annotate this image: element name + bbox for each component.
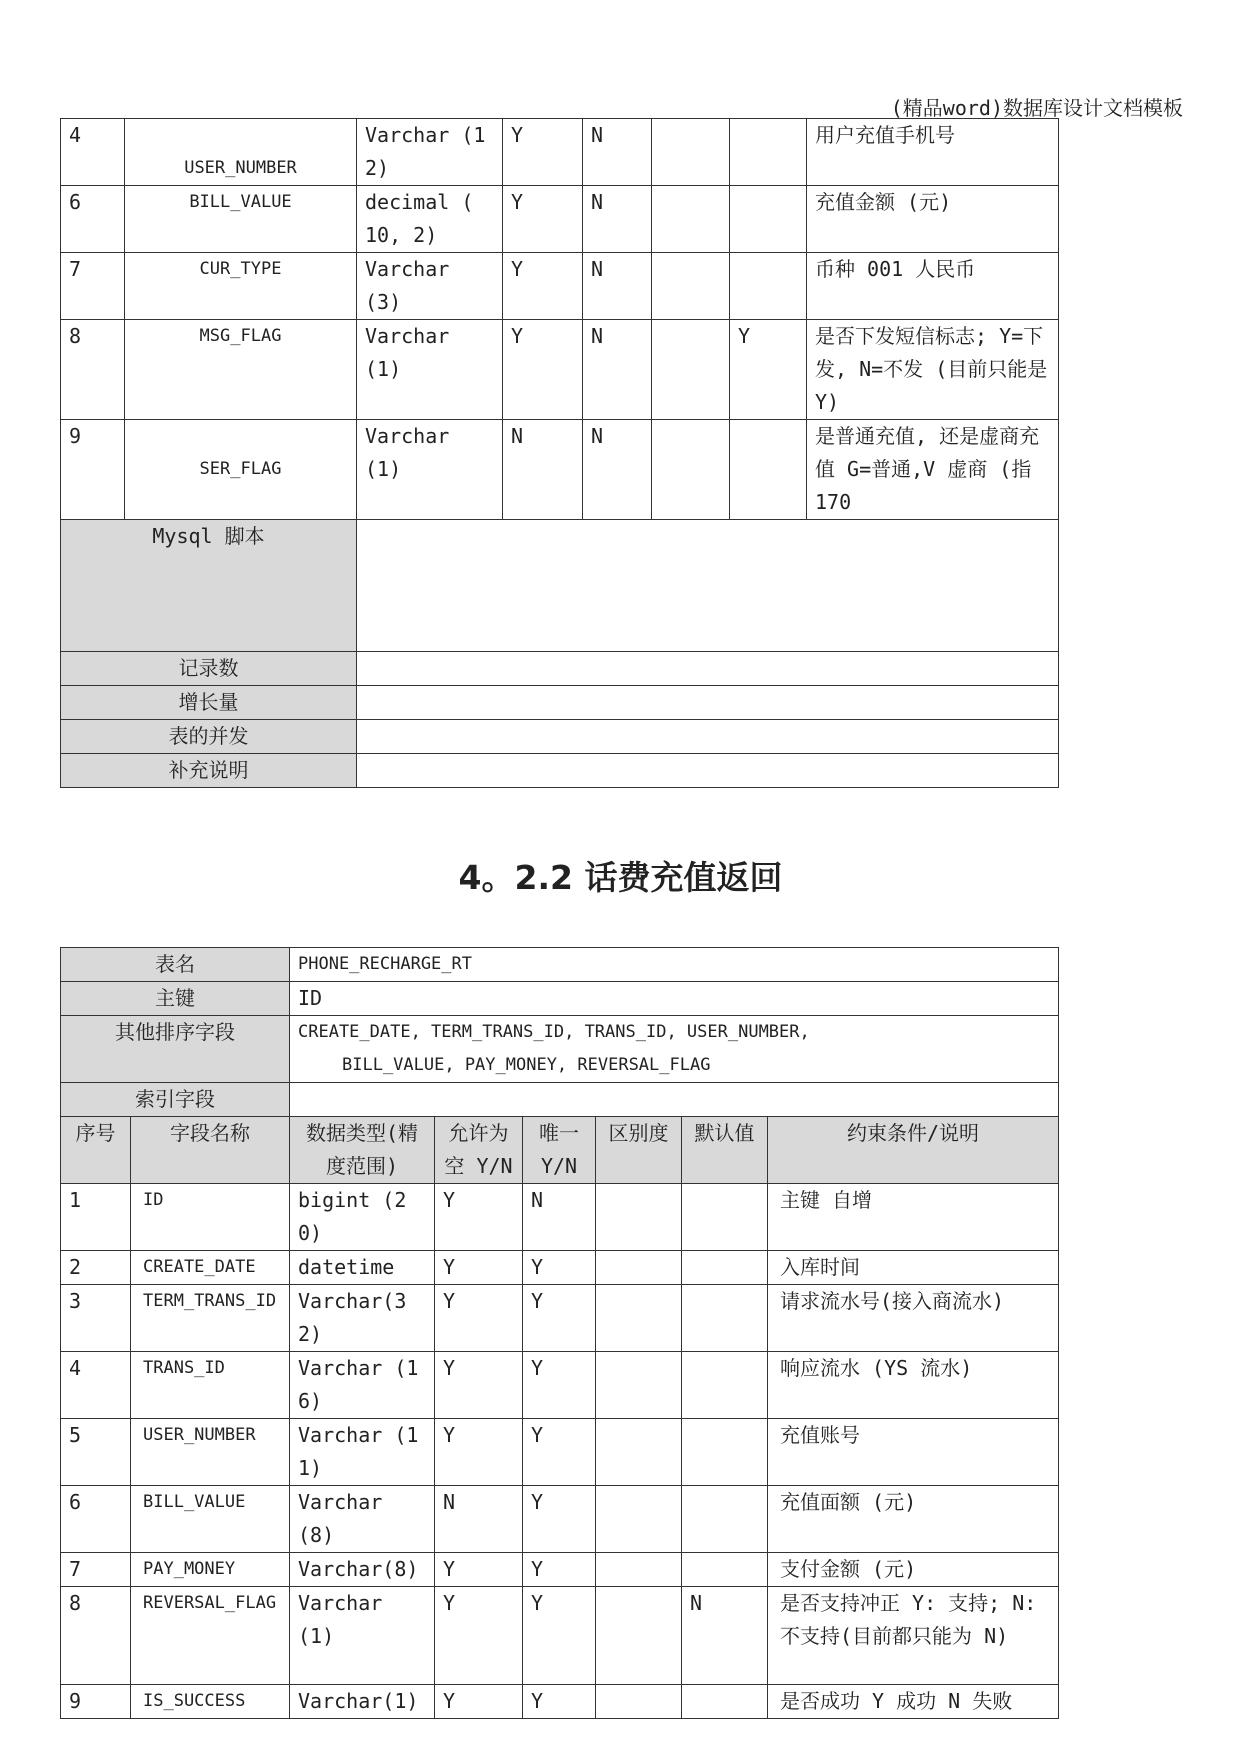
description: 充值账号 [768,1419,1059,1486]
nullable: Y [503,320,583,420]
distinction [596,1285,682,1352]
default [682,1184,768,1251]
growth-label: 增长量 [61,686,357,720]
default [730,186,807,253]
table-row [61,119,1059,186]
meta-value [290,1083,1059,1117]
column-header: 序号 [61,1117,131,1184]
concurrency-value [357,720,1059,754]
description: 请求流水号(接入商流水) [768,1285,1059,1352]
unique: N [523,1184,596,1251]
data-type: Varchar (3) [357,253,503,320]
description: 是否成功 Y 成功 N 失败 [768,1685,1059,1719]
unique: Y [523,1486,596,1553]
default [682,1251,768,1285]
distinction [596,1553,682,1587]
data-type: Varchar (12) [357,119,503,186]
distinction [652,253,730,320]
nullable: Y [503,253,583,320]
column-header: 区别度 [596,1117,682,1184]
field-name: BILL_VALUE [125,186,357,253]
field-name: CREATE_DATE [131,1251,290,1285]
unique: Y [523,1285,596,1352]
unique: N [583,253,652,320]
column-header: 约束条件/说明 [768,1117,1059,1184]
field-name: MSG_FLAG [125,320,357,420]
data-type: Varchar (1) [357,320,503,420]
meta-value: ID [290,982,1059,1016]
unique: Y [523,1352,596,1419]
default [730,420,807,520]
column-header: 允许为空 Y/N [435,1117,523,1184]
data-type: datetime [290,1251,435,1285]
description: 主键 自增 [768,1184,1059,1251]
record-count-label: 记录数 [61,652,357,686]
description: 是普通充值, 还是虚商充值 G=普通,V 虚商 (指 170 [807,420,1059,520]
remarks-value [357,754,1059,788]
data-type: bigint (20) [290,1184,435,1251]
table-row [61,1285,1059,1352]
data-type: Varchar (8) [290,1486,435,1553]
field-name: SER_FLAG [125,420,357,520]
nullable: Y [435,1285,523,1352]
row-no: 6 [61,1486,131,1553]
distinction [596,1184,682,1251]
unique: Y [523,1587,596,1685]
distinction [596,1251,682,1285]
column-header: 默认值 [682,1117,768,1184]
distinction [652,119,730,186]
default [682,1285,768,1352]
record-count-value [357,652,1059,686]
unique: Y [523,1419,596,1486]
row-no: 9 [61,420,125,520]
concurrency-label: 表的并发 [61,720,357,754]
description: 充值面额 (元) [768,1486,1059,1553]
mysql-script-value [357,520,1059,652]
table-row [61,1184,1059,1251]
row-no: 9 [61,1685,131,1719]
table-row [61,982,1059,1016]
table-row [61,320,1059,420]
field-name: BILL_VALUE [131,1486,290,1553]
meta-value: PHONE_RECHARGE_RT [290,948,1059,982]
description: 入库时间 [768,1251,1059,1285]
default [682,1486,768,1553]
data-type: Varchar(8) [290,1553,435,1587]
distinction [596,1587,682,1685]
default [682,1685,768,1719]
description: 是否支持冲正 Y: 支持; N: 不支持(目前都只能为 N) [768,1587,1059,1685]
data-type: Varchar (1) [290,1587,435,1685]
data-type: decimal ( 10, 2) [357,186,503,253]
nullable: N [435,1486,523,1553]
row-no: 8 [61,1587,131,1685]
growth-value [357,686,1059,720]
row-no: 1 [61,1184,131,1251]
nullable: N [503,420,583,520]
default [730,119,807,186]
table-row [61,1587,1059,1685]
data-type: Varchar (11) [290,1419,435,1486]
table-row [61,1419,1059,1486]
distinction [596,1419,682,1486]
default [730,253,807,320]
field-name: ID [131,1184,290,1251]
unique: N [583,119,652,186]
data-type: Varchar(32) [290,1285,435,1352]
data-type: Varchar(1) [290,1685,435,1719]
nullable: Y [435,1553,523,1587]
table-row [61,1352,1059,1419]
column-header: 数据类型(精度范围) [290,1117,435,1184]
table-phone-recharge-rt [60,947,1059,1719]
table-row [61,520,1059,652]
unique: Y [523,1251,596,1285]
row-no: 3 [61,1285,131,1352]
row-no: 8 [61,320,125,420]
table-row [61,948,1059,982]
field-name: TRANS_ID [131,1352,290,1419]
meta-label: 表名 [61,948,290,982]
table-row [61,1685,1059,1719]
section-title: 4。2.2 话费充值返回 [458,858,783,897]
data-type: Varchar (16) [290,1352,435,1419]
distinction [652,320,730,420]
distinction [596,1352,682,1419]
description: 响应流水 (YS 流水) [768,1352,1059,1419]
field-name: IS_SUCCESS [131,1685,290,1719]
table-row [61,253,1059,320]
nullable: Y [503,119,583,186]
field-name: USER_NUMBER [131,1419,290,1486]
field-name: CUR_TYPE [125,253,357,320]
table-continued [60,118,1059,788]
distinction [596,1486,682,1553]
table-row [61,686,1059,720]
description: 支付金额 (元) [768,1553,1059,1587]
table-row [61,1251,1059,1285]
table-row [61,754,1059,788]
unique: N [583,420,652,520]
distinction [652,420,730,520]
table-row [61,1486,1059,1553]
nullable: Y [435,1184,523,1251]
column-header: 字段名称 [131,1117,290,1184]
table-row [61,652,1059,686]
description: 用户充值手机号 [807,119,1059,186]
unique: Y [523,1685,596,1719]
table-row [61,1553,1059,1587]
sort-fields-line2: BILL_VALUE, PAY_MONEY, REVERSAL_FLAG [342,1055,711,1075]
field-name: REVERSAL_FLAG [131,1587,290,1685]
meta-label: 索引字段 [61,1083,290,1117]
row-no: 7 [61,1553,131,1587]
default: N [682,1587,768,1685]
nullable: Y [435,1352,523,1419]
table-row [61,420,1059,520]
description: 充值金额 (元) [807,186,1059,253]
default [682,1553,768,1587]
row-no: 5 [61,1419,131,1486]
unique: N [583,320,652,420]
sort-fields-line1: CREATE_DATE, TERM_TRANS_ID, TRANS_ID, USER_NUMBER, [298,1022,810,1042]
description: 是否下发短信标志; Y=下发, N=不发 (目前只能是 Y) [807,320,1059,420]
row-no: 2 [61,1251,131,1285]
unique: N [583,186,652,253]
data-type: Varchar (1) [357,420,503,520]
default: Y [730,320,807,420]
table-row [61,720,1059,754]
distinction [596,1685,682,1719]
field-name: TERM_TRANS_ID [131,1285,290,1352]
table-header-row [61,1117,1059,1184]
nullable: Y [435,1685,523,1719]
row-no: 6 [61,186,125,253]
mysql-script-label: Mysql 脚本 [61,520,357,652]
default [682,1419,768,1486]
table-row [61,1083,1059,1117]
remarks-label: 补充说明 [61,754,357,788]
column-header: 唯一 Y/N [523,1117,596,1184]
page-header: (精品word)数据库设计文档模板 [890,96,1183,120]
nullable: Y [435,1419,523,1486]
description: 币种 001 人民币 [807,253,1059,320]
field-name: USER_NUMBER [125,119,357,186]
row-no: 4 [61,1352,131,1419]
table-row [61,1016,1059,1083]
unique: Y [523,1553,596,1587]
meta-label: 主键 [61,982,290,1016]
nullable: Y [503,186,583,253]
table-row [61,186,1059,253]
row-no: 7 [61,253,125,320]
meta-value [290,1016,1059,1083]
row-no: 4 [61,119,125,186]
nullable: Y [435,1251,523,1285]
nullable: Y [435,1587,523,1685]
meta-label: 其他排序字段 [61,1016,290,1083]
distinction [652,186,730,253]
default [682,1352,768,1419]
field-name: PAY_MONEY [131,1553,290,1587]
